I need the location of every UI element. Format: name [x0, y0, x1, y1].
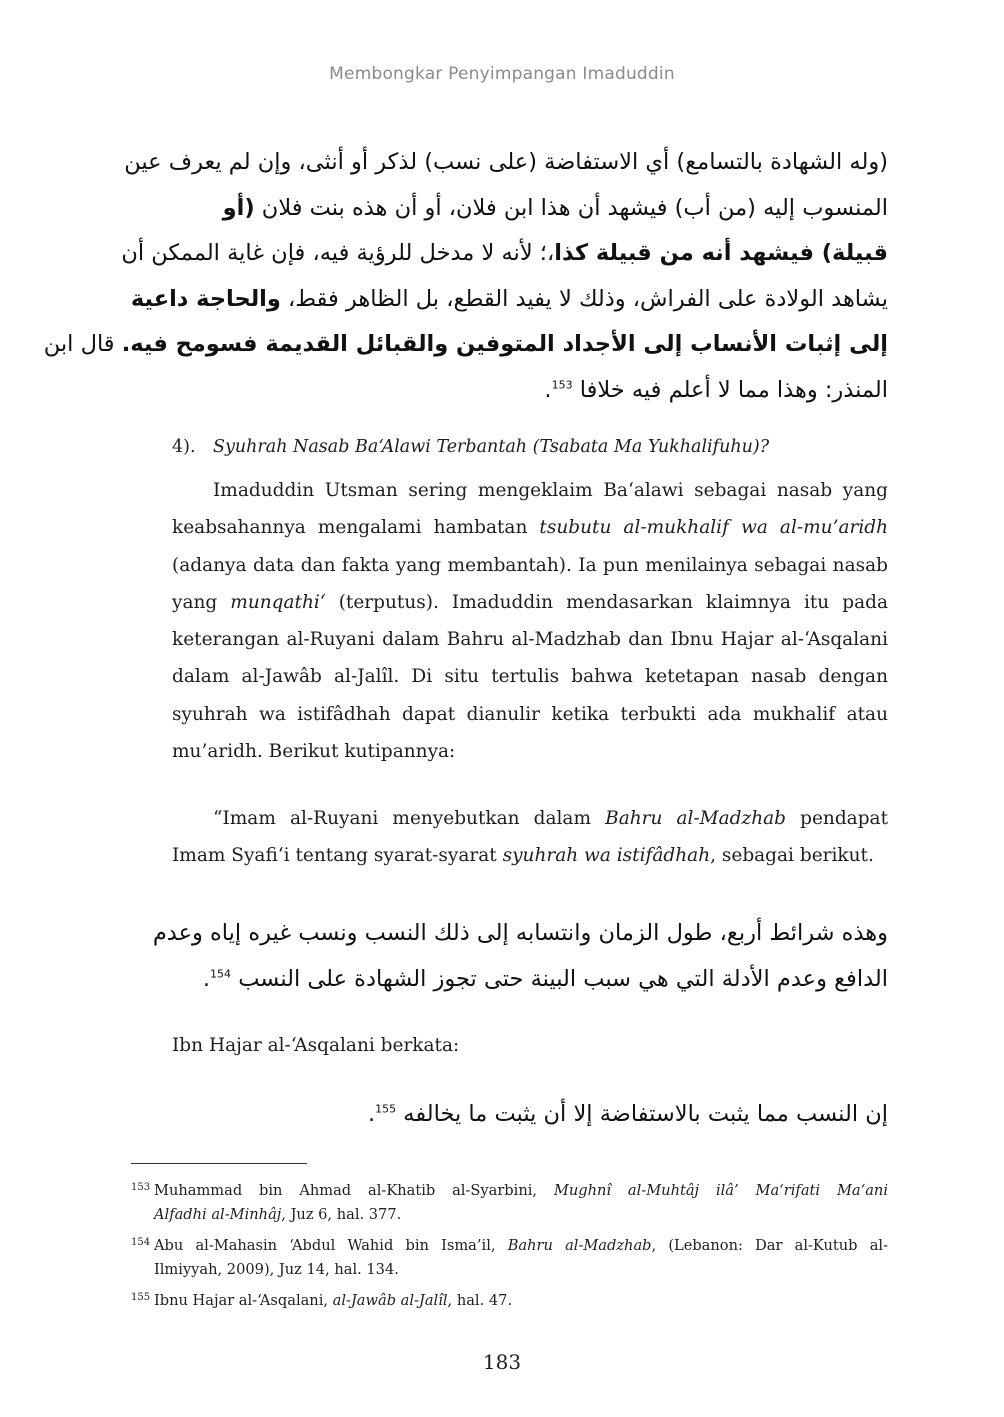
- arabic-text: المنذر: وهذا مما لا أعلم فيه خلافا: [579, 376, 888, 403]
- arabic-quote-block-2: [152, 910, 888, 1002]
- arabic-line: [130, 277, 888, 323]
- arabic-line: [172, 1092, 888, 1136]
- text-run: pendapat: [786, 808, 888, 829]
- arabic-line: [172, 368, 888, 414]
- text-line: Ibn Hajar al-‘Asqalani berkata:: [172, 1035, 460, 1056]
- text-run: keabsahannya mengalami hambatan: [172, 517, 540, 539]
- footnote-ref-154[interactable]: 154: [210, 967, 232, 981]
- text-run: , sebagai berikut.: [710, 845, 874, 867]
- footnote-ref-153[interactable]: 153: [551, 378, 573, 391]
- text-line: mu’aridh. Berikut kutipannya:: [172, 741, 456, 763]
- arabic-line: (وله الشهادة بالتسامع) أي الاستفاضة (على نسب) لذكر أو أنثى، وإن لم يعرف عين: [124, 149, 888, 175]
- section-title: Syuhrah Nasab Ba‘Alawi Terbantah (Tsabata Ma Yukhalifuhu)?: [213, 437, 770, 457]
- arabic-bold-text: والحاجة داعية: [130, 285, 281, 312]
- italic-term: Bahru al-Madzhab: [605, 808, 787, 829]
- text-run: Muhammad bin Ahmad al-Khatib al-Syarbini,: [154, 1182, 554, 1199]
- arabic-line: وهذه شرائط أربع، طول الزمان وانتسابه إلى ذلك النسب ونسب غيره إياه وعدم: [152, 920, 888, 946]
- arabic-text: الدافع وعدم الأدلة التي هي سبب البينة حتى تجوز الشهادة على النسب: [238, 966, 888, 992]
- arabic-text: .: [367, 1101, 376, 1127]
- footnote-line: [154, 1179, 888, 1203]
- italic-term: tsubutu al-mukhalif wa al-mu’aridh: [539, 517, 888, 539]
- text-line: syuhrah wa istifâdhah dapat dianulir ketika terbukti ada mukhalif atau: [172, 703, 888, 725]
- footnote-153: [131, 1179, 888, 1227]
- italic-term: munqathi‘: [230, 591, 326, 613]
- arabic-bold-text: (أو: [222, 194, 255, 221]
- text-line: [172, 584, 888, 621]
- arabic-text: إن النسب مما يثبت بالاستفاضة إلا أن يثبت ما يخالفه: [403, 1101, 888, 1127]
- text-line: keterangan al-Ruyani dalam Bahru al-Madzhab dan Ibnu Hajar al-‘Asqalani: [172, 629, 888, 651]
- text-line: dalam al-Jawâb al-Jalîl. Di situ tertulis bahwa ketetapan nasab dengan: [172, 666, 888, 688]
- italic-term: syuhrah wa istifâdhah: [502, 845, 711, 867]
- arabic-text: المنسوب إليه (من أب) فيشهد أن هذا ابن فلان، أو أن هذه بنت فلان: [254, 194, 888, 221]
- body-paragraph-1: [172, 472, 888, 770]
- italic-title: al-Jawâb al-Jalîl: [332, 1292, 448, 1309]
- arabic-line: [121, 231, 888, 277]
- text-run: (terputus). Imaduddin mendasarkan klaimnya itu pada: [325, 591, 888, 613]
- text-run: “Imam al-Ruyani menyebutkan dalam: [213, 808, 606, 829]
- arabic-text: .: [544, 376, 552, 403]
- footnote-number: 154: [131, 1237, 151, 1248]
- text-run: , (Lebanon: Dar al-Kutub al-: [651, 1237, 888, 1254]
- footnote-separator: [131, 1163, 307, 1164]
- text-run: Abu al-Mahasin ‘Abdul Wahid bin Isma’il,: [154, 1237, 508, 1254]
- text-line: [172, 509, 888, 546]
- text-run: , hal. 47.: [447, 1292, 513, 1309]
- footnote-line: Ilmiyyah, 2009), Juz 14, hal. 134.: [154, 1261, 399, 1278]
- text-line: [172, 837, 888, 874]
- text-run: , Juz 6, hal. 377.: [281, 1206, 402, 1223]
- arabic-bold-text: قبيلة) فيشهد أنه من قبيلة كذا: [554, 240, 888, 266]
- page-number: 183: [482, 1350, 522, 1374]
- footnote-ref-155[interactable]: 155: [375, 1102, 397, 1116]
- arabic-quote-block-3: [172, 1092, 888, 1136]
- footnote-155: [131, 1289, 888, 1313]
- text-line: [172, 800, 888, 837]
- running-head: Membongkar Penyimpangan Imaduddin: [329, 64, 675, 84]
- arabic-text: .: [202, 966, 211, 992]
- text-run: yang: [172, 591, 231, 613]
- text-line: (adanya data dan fakta yang membantah). Ia pun menilainya sebagai nasab: [172, 554, 888, 576]
- text-run: Imam Syafi‘i tentang syarat-syarat: [172, 845, 503, 867]
- arabic-text: قال ابن: [43, 331, 122, 357]
- arabic-bold-text: إلى إثبات الأنساب إلى الأجداد المتوفين والقبائل القديمة فسومح فيه.: [121, 331, 888, 357]
- footnote-line: [154, 1203, 888, 1227]
- footnote-number: 153: [131, 1182, 151, 1193]
- arabic-text: ،؛ لأنه لا مدخل للرؤية فيه، فإن غاية الممكن أن: [121, 240, 555, 266]
- text-line: Imaduddin Utsman sering mengeklaim Ba‘alawi sebagai nasab yang: [213, 480, 888, 501]
- italic-title: Mughnî al-Muhtâj ilâ’ Ma‘rifati Ma‘ani: [553, 1182, 888, 1199]
- arabic-line: [172, 186, 888, 232]
- section-number: 4).: [172, 437, 196, 457]
- footnote-number: 155: [131, 1292, 151, 1303]
- arabic-text: يشاهد الولادة على الفراش، وذلك لا يفيد القطع، بل الظاهر فقط،: [280, 285, 888, 312]
- footnote-line: [154, 1234, 888, 1258]
- arabic-line: [172, 956, 888, 1002]
- arabic-line: [43, 322, 888, 368]
- italic-title: Bahru al-Madzhab: [507, 1237, 652, 1254]
- arabic-quote-block-1: [43, 140, 888, 413]
- body-paragraph-3: [172, 1027, 888, 1064]
- body-paragraph-2: [172, 800, 888, 875]
- footnote-154: [131, 1234, 888, 1282]
- footnote-line: [154, 1289, 888, 1313]
- italic-title: Alfadhi al-Minhâj: [154, 1206, 282, 1223]
- section-heading: [172, 437, 888, 457]
- text-run: Ibnu Hajar al-‘Asqalani,: [154, 1292, 333, 1309]
- footnotes: [131, 1179, 888, 1320]
